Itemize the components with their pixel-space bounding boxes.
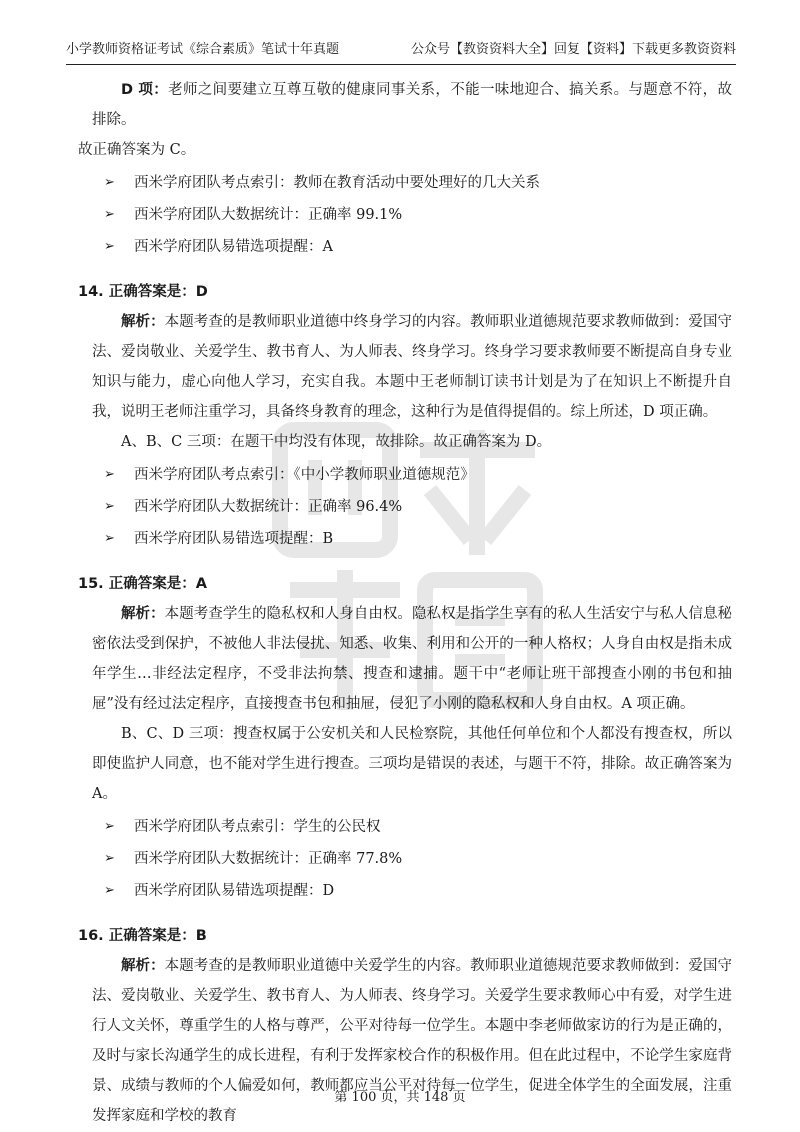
- arrow-bullet-icon: ➢: [104, 531, 115, 546]
- q15-analysis: 解析：本题考查学生的隐私权和人身自由权。隐私权是指学生享有的私人生活安宁与私人信息秘密依法受到保护，不被他人非法侵扰、知悉、收集、利用和公开的一种人格权；人身自由权是指未成年学生…非经法定程序，不受非法拘禁、搜查和逮捕。题干中“老师让班干部搜查小刚的书包和抽屉”没有经过法定程序，直接搜查书包和抽屉，侵犯了小刚的隐私权和人身自由权。A 项正确。: [92, 606, 733, 712]
- q16-analysis: 解析：本题考查的是教师职业道德中关爱学生的内容。教师职业道德规范要求教师做到：爱国守法、爱岗敬业、关爱学生、教书育人、为人师表、终身学习。关爱学生要求教师心中有爱，对学生进行人文关怀，尊重学生的人格与尊严，公平对待每一位学生。本题中李老师做家访的行为是正确的，及时与家长沟通学生的成长进程，有利于发挥家校合作的积极作用。但在此过程中，不论学生家庭背景、成绩与教师的个人偏爱如何，教师都应当公平对待每一位学生，促进全体学生的全面发展，注重发挥家庭和学校的教育: [92, 958, 733, 1124]
- q14-answer-title: 14. 正确答案是：D: [78, 284, 208, 300]
- arrow-bullet-icon: ➢: [104, 851, 115, 866]
- header-left-title: 小学教师资格证考试《综合素质》笔试十年真题: [66, 42, 340, 57]
- prev-conclusion: 故正确答案为 C。: [78, 142, 196, 158]
- list-item: ➢ 西米学府团队易错选项提醒：D: [92, 875, 732, 907]
- list-item: ➢ 西米学府团队大数据统计：正确率 96.4%: [92, 491, 732, 523]
- arrow-bullet-icon: ➢: [104, 239, 115, 254]
- analysis-label: 解析：: [121, 606, 165, 622]
- q14-other-options: A、B、C 三项：在题干中均没有体现，故排除。故正确答案为 D。: [121, 434, 552, 450]
- arrow-bullet-icon: ➢: [104, 467, 115, 482]
- page-content: [78, 75, 733, 1131]
- prev-option-d: [92, 75, 732, 135]
- list-item: ➢ 西米学府团队考点索引：《中小学教师职业道德规范》: [92, 459, 732, 491]
- page-header: [66, 40, 736, 65]
- list-item: ➢ 西米学府团队易错选项提醒：B: [92, 523, 732, 555]
- list-item: ➢ 西米学府团队易错选项提醒：A: [92, 231, 732, 263]
- analysis-label: 解析：: [121, 958, 165, 974]
- list-item: ➢ 西米学府团队考点索引：教师在教育活动中要处理好的几大关系: [92, 167, 732, 199]
- other-options-label: B、C、D 三项：: [121, 726, 233, 742]
- analysis-label: 解析：: [121, 314, 165, 330]
- arrow-bullet-icon: ➢: [104, 819, 115, 834]
- page-footer: 第 100 页，共 148 页: [334, 1090, 466, 1105]
- header-right-promo: 公众号【教资资料大全】回复【资料】下载更多教资资料: [410, 42, 736, 57]
- q16-answer-title: 16. 正确答案是：B: [78, 928, 207, 944]
- arrow-bullet-icon: ➢: [104, 883, 115, 898]
- q14-bullet-list: [92, 459, 732, 555]
- q14-analysis: 解析：本题考查的是教师职业道德中终身学习的内容。教师职业道德规范要求教师做到：爱国守法、爱岗敬业、关爱学生、教书育人、为人师表、终身学习。终身学习要求教师要不断提高自身专业知识与能力，虚心向他人学习，充实自我。本题中王老师制订读书计划是为了在知识上不断提升自我，说明王老师注重学习，具备终身教育的理念，这种行为是值得提倡的。综上所述，D 项正确。: [92, 314, 733, 420]
- list-item: ➢ 西米学府团队大数据统计：正确率 77.8%: [92, 843, 732, 875]
- arrow-bullet-icon: ➢: [104, 175, 115, 190]
- prev-bullet-list: [92, 167, 732, 263]
- q15-bullet-list: [92, 811, 732, 907]
- q15-other-options: B、C、D 三项：搜查权属于公安机关和人民检察院，其他任何单位和个人都没有搜查权，所以即使监护人同意，也不能对学生进行搜查。三项均是错误的表述，与题干不符，排除。故正确答案为 A。: [92, 726, 732, 802]
- list-item: ➢ 西米学府团队大数据统计：正确率 99.1%: [92, 199, 732, 231]
- q15-answer-title: 15. 正确答案是：A: [78, 576, 207, 592]
- arrow-bullet-icon: ➢: [104, 207, 115, 222]
- option-d-text: 老师之间要建立互尊互敬的健康同事关系，不能一味地迎合、搞关系。与题意不符，故排除。: [92, 82, 733, 128]
- option-d-label: D 项：: [121, 82, 169, 98]
- other-options-label: A、B、C 三项：: [121, 434, 231, 450]
- arrow-bullet-icon: ➢: [104, 499, 115, 514]
- list-item: ➢ 西米学府团队考点索引：学生的公民权: [92, 811, 732, 843]
